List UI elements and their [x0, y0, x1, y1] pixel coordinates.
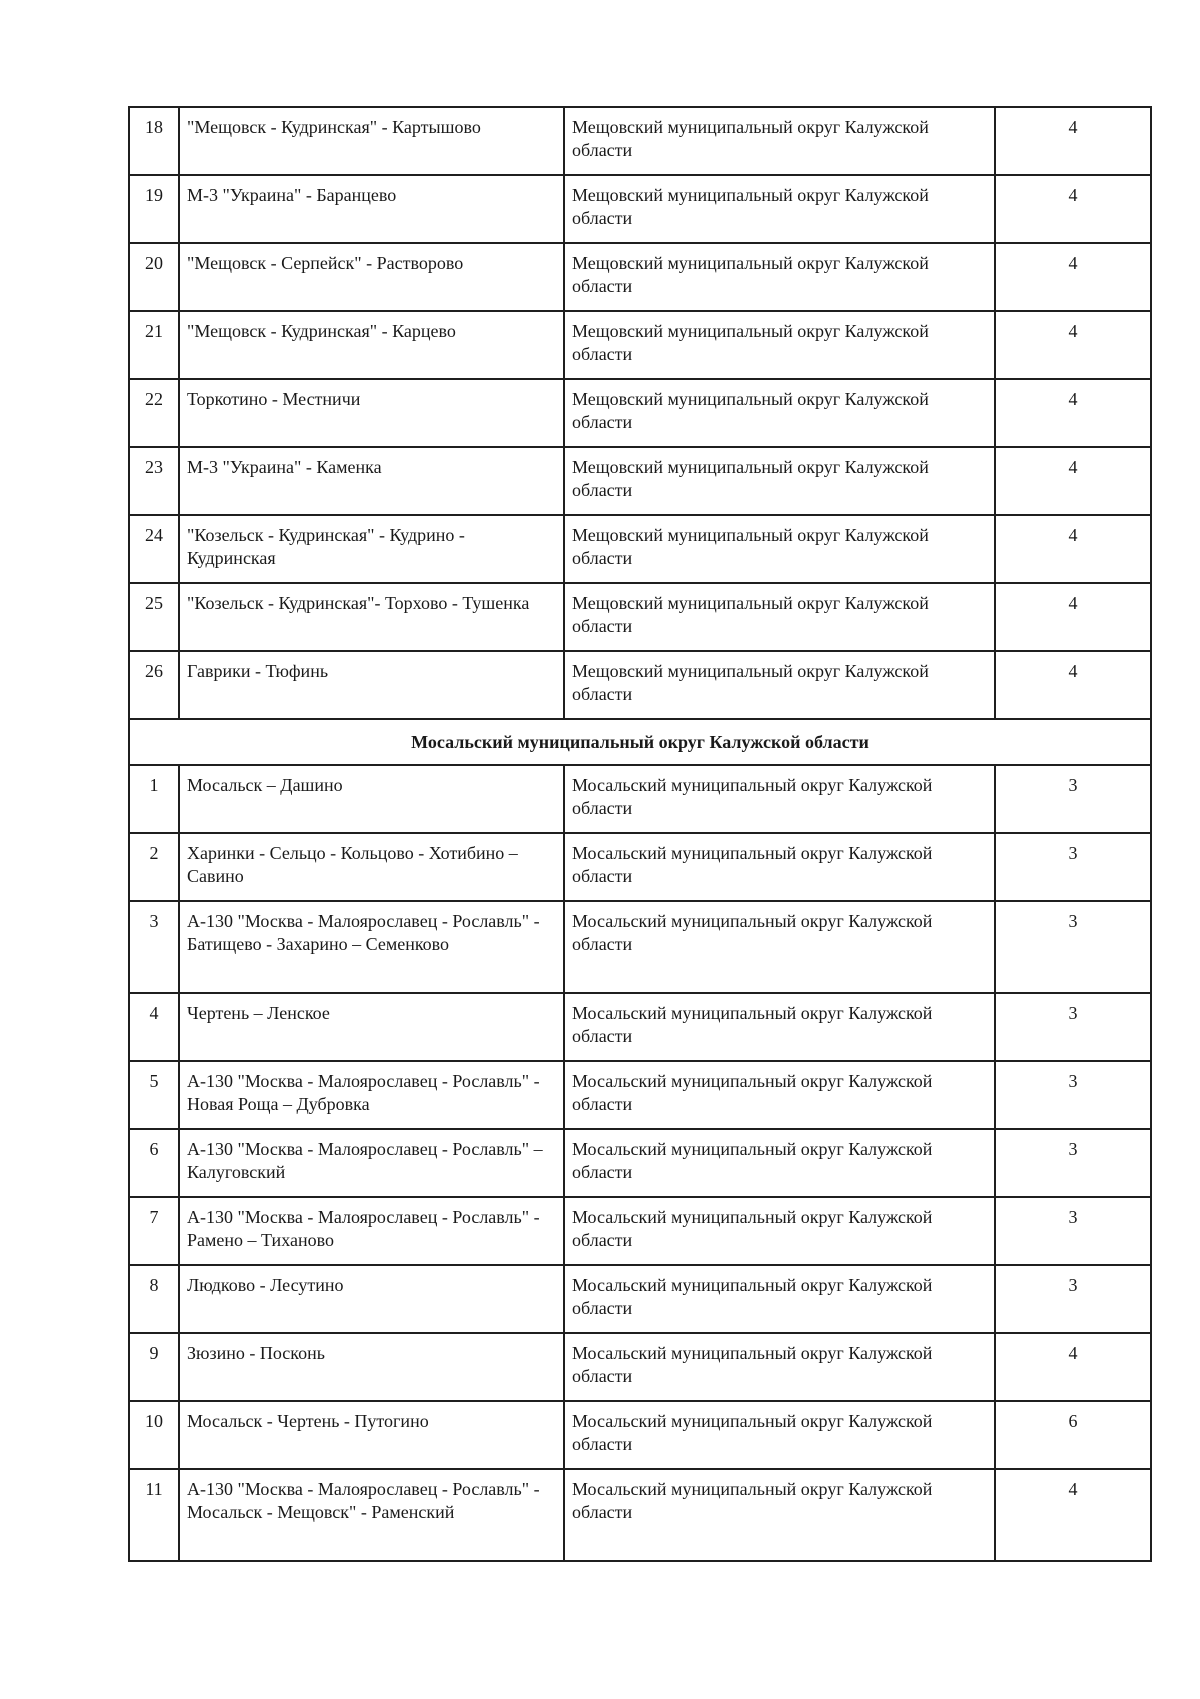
district-name: Мещовский муниципальный округ Калужской области	[564, 651, 995, 719]
district-name: Мосальский муниципальный округ Калужской области	[564, 1129, 995, 1197]
row-number: 11	[129, 1469, 179, 1561]
district-name: Мосальский муниципальный округ Калужской области	[564, 1401, 995, 1469]
row-number: 20	[129, 243, 179, 311]
row-value: 3	[995, 1265, 1151, 1333]
road-name: М-3 "Украина" - Каменка	[179, 447, 564, 515]
road-name: Мосальск - Чертень - Путогино	[179, 1401, 564, 1469]
road-name: "Козельск - Кудринская"- Торхово - Тушенка	[179, 583, 564, 651]
row-number: 6	[129, 1129, 179, 1197]
row-value: 3	[995, 765, 1151, 833]
row-value: 4	[995, 107, 1151, 175]
district-name: Мосальский муниципальный округ Калужской области	[564, 1061, 995, 1129]
table-row	[129, 765, 1151, 833]
road-name: Зюзино - Посконь	[179, 1333, 564, 1401]
road-name: Людково - Лесутино	[179, 1265, 564, 1333]
road-name: Мосальск – Дашино	[179, 765, 564, 833]
table-row	[129, 651, 1151, 719]
row-number: 26	[129, 651, 179, 719]
table-row	[129, 175, 1151, 243]
row-number: 10	[129, 1401, 179, 1469]
row-number: 19	[129, 175, 179, 243]
table-row	[129, 515, 1151, 583]
row-value: 4	[995, 175, 1151, 243]
table-row	[129, 1129, 1151, 1197]
district-name: Мосальский муниципальный округ Калужской области	[564, 765, 995, 833]
table-row	[129, 1469, 1151, 1561]
table-row	[129, 1401, 1151, 1469]
road-name: "Мещовск - Кудринская" - Картышово	[179, 107, 564, 175]
district-name: Мещовский муниципальный округ Калужской области	[564, 447, 995, 515]
row-number: 18	[129, 107, 179, 175]
district-name: Мещовский муниципальный округ Калужской области	[564, 107, 995, 175]
row-value: 4	[995, 1333, 1151, 1401]
road-name: Харинки - Сельцо - Кольцово - Хотибино – Савино	[179, 833, 564, 901]
table-row	[129, 901, 1151, 993]
row-value: 6	[995, 1401, 1151, 1469]
district-name: Мосальский муниципальный округ Калужской области	[564, 833, 995, 901]
road-name: А-130 "Москва - Малоярославец - Рославль" - Рамено – Тиханово	[179, 1197, 564, 1265]
road-name: М-3 "Украина" - Баранцево	[179, 175, 564, 243]
roads-table	[128, 106, 1152, 1562]
row-number: 22	[129, 379, 179, 447]
road-name: А-130 "Москва - Малоярославец - Рославль" - Новая Роща – Дубровка	[179, 1061, 564, 1129]
table-row	[129, 447, 1151, 515]
road-name: А-130 "Москва - Малоярославец - Рославль" - Батищево - Захарино – Семенково	[179, 901, 564, 993]
row-value: 4	[995, 515, 1151, 583]
row-number: 9	[129, 1333, 179, 1401]
road-name: "Козельск - Кудринская" - Кудрино - Кудринская	[179, 515, 564, 583]
district-name: Мосальский муниципальный округ Калужской области	[564, 1197, 995, 1265]
district-name: Мещовский муниципальный округ Калужской области	[564, 515, 995, 583]
row-number: 23	[129, 447, 179, 515]
table-row	[129, 993, 1151, 1061]
row-value: 4	[995, 243, 1151, 311]
row-value: 3	[995, 993, 1151, 1061]
row-value: 3	[995, 1197, 1151, 1265]
road-name: А-130 "Москва - Малоярославец - Рославль" - Мосальск - Мещовск" - Раменский	[179, 1469, 564, 1561]
road-name: "Мещовск - Кудринская" - Карцево	[179, 311, 564, 379]
table-row	[129, 583, 1151, 651]
district-name: Мосальский муниципальный округ Калужской области	[564, 1265, 995, 1333]
row-value: 3	[995, 1129, 1151, 1197]
road-name: Гаврики - Тюфинь	[179, 651, 564, 719]
section-header-row	[129, 719, 1151, 765]
row-number: 4	[129, 993, 179, 1061]
table-row	[129, 243, 1151, 311]
table-row	[129, 311, 1151, 379]
row-number: 5	[129, 1061, 179, 1129]
road-name: Торкотино - Местничи	[179, 379, 564, 447]
row-number: 21	[129, 311, 179, 379]
table-row	[129, 1061, 1151, 1129]
row-number: 2	[129, 833, 179, 901]
district-name: Мосальский муниципальный округ Калужской области	[564, 1469, 995, 1561]
table-row	[129, 107, 1151, 175]
district-name: Мещовский муниципальный округ Калужской области	[564, 243, 995, 311]
row-value: 3	[995, 833, 1151, 901]
row-value: 4	[995, 379, 1151, 447]
row-value: 4	[995, 447, 1151, 515]
row-value: 4	[995, 583, 1151, 651]
table-row	[129, 379, 1151, 447]
district-name: Мосальский муниципальный округ Калужской области	[564, 901, 995, 993]
row-number: 24	[129, 515, 179, 583]
table-row	[129, 833, 1151, 901]
table-row	[129, 1197, 1151, 1265]
district-name: Мещовский муниципальный округ Калужской области	[564, 379, 995, 447]
table-row	[129, 1265, 1151, 1333]
row-value: 4	[995, 311, 1151, 379]
table-row	[129, 1333, 1151, 1401]
row-number: 1	[129, 765, 179, 833]
row-value: 4	[995, 651, 1151, 719]
road-name: Чертень – Ленское	[179, 993, 564, 1061]
district-name: Мосальский муниципальный округ Калужской области	[564, 993, 995, 1061]
district-name: Мещовский муниципальный округ Калужской области	[564, 311, 995, 379]
section-title: Мосальский муниципальный округ Калужской области	[129, 719, 1151, 765]
row-number: 25	[129, 583, 179, 651]
road-name: А-130 "Москва - Малоярославец - Рославль" – Калуговский	[179, 1129, 564, 1197]
row-value: 3	[995, 1061, 1151, 1129]
row-number: 3	[129, 901, 179, 993]
row-number: 8	[129, 1265, 179, 1333]
road-name: "Мещовск - Серпейск" - Растворово	[179, 243, 564, 311]
row-value: 3	[995, 901, 1151, 993]
district-name: Мещовский муниципальный округ Калужской области	[564, 175, 995, 243]
district-name: Мещовский муниципальный округ Калужской области	[564, 583, 995, 651]
row-value: 4	[995, 1469, 1151, 1561]
district-name: Мосальский муниципальный округ Калужской области	[564, 1333, 995, 1401]
row-number: 7	[129, 1197, 179, 1265]
